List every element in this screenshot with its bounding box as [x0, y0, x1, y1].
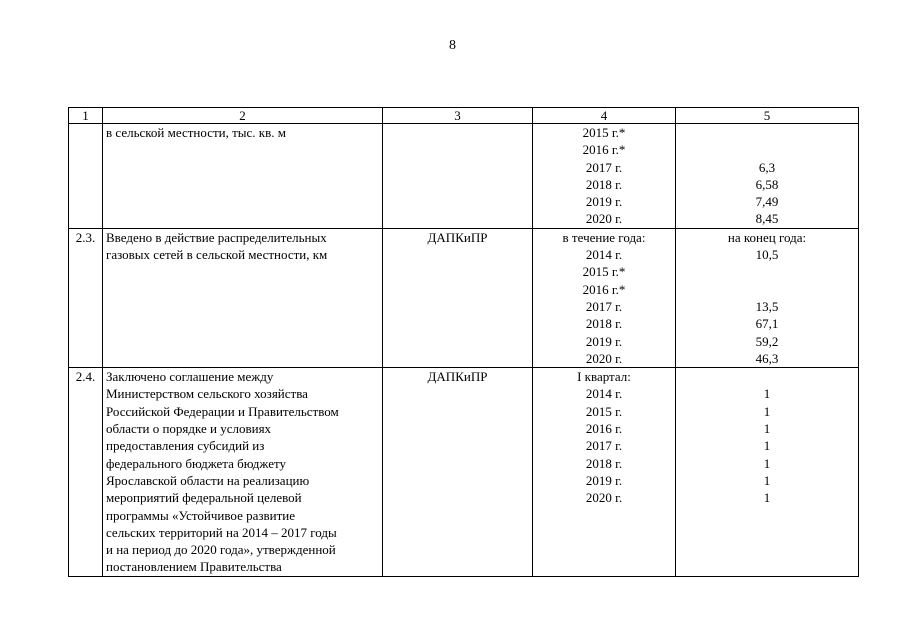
value-list: 6,3 6,58 7,49 8,45 — [676, 124, 859, 229]
table-row — [69, 228, 859, 367]
column-header: 2 — [103, 108, 383, 124]
column-header: 3 — [383, 108, 533, 124]
indicator-description: в сельской местности, тыс. кв. м — [103, 124, 383, 229]
row-number: 2.4. — [69, 368, 103, 577]
executor: ДАПКиПР — [383, 368, 533, 577]
period-list: I квартал: 2014 г. 2015 г. 2016 г. 2017 г. 2018 г. 2019 г. 2020 г. — [533, 368, 676, 577]
column-number-header-row — [69, 108, 859, 124]
table-row — [69, 368, 859, 577]
value-list: на конец года: 10,5 13,5 67,1 59,2 46,3 — [676, 228, 859, 367]
executor — [383, 124, 533, 229]
value-list: 1 1 1 1 1 1 1 — [676, 368, 859, 577]
page-number: 8 — [449, 38, 456, 53]
executor: ДАПКиПР — [383, 228, 533, 367]
period-list: 2015 г.* 2016 г.* 2017 г. 2018 г. 2019 г. 2020 г. — [533, 124, 676, 229]
program-indicators-table — [68, 107, 859, 577]
period-list: в течение года: 2014 г. 2015 г.* 2016 г.* 2017 г. 2018 г. 2019 г. 2020 г. — [533, 228, 676, 367]
indicator-description: Заключено соглашение между Министерством сельского хозяйства Российской Федерации и Правительством области о порядке и условиях предоставления субсидий из федерального бюджета бюджету Ярославской области на реализацию мероприятий федеральной целевой программы «Устойчивое развитие сельских территорий на 2014 – 2017 годы и на период до 2020 года», утвержденной постановлением Правительства — [103, 368, 383, 577]
indicator-description: Введено в действие распределительных газовых сетей в сельской местности, км — [103, 228, 383, 367]
column-header: 1 — [69, 108, 103, 124]
column-header: 5 — [676, 108, 859, 124]
row-number: 2.3. — [69, 228, 103, 367]
table-row — [69, 124, 859, 229]
row-number — [69, 124, 103, 229]
column-header: 4 — [533, 108, 676, 124]
